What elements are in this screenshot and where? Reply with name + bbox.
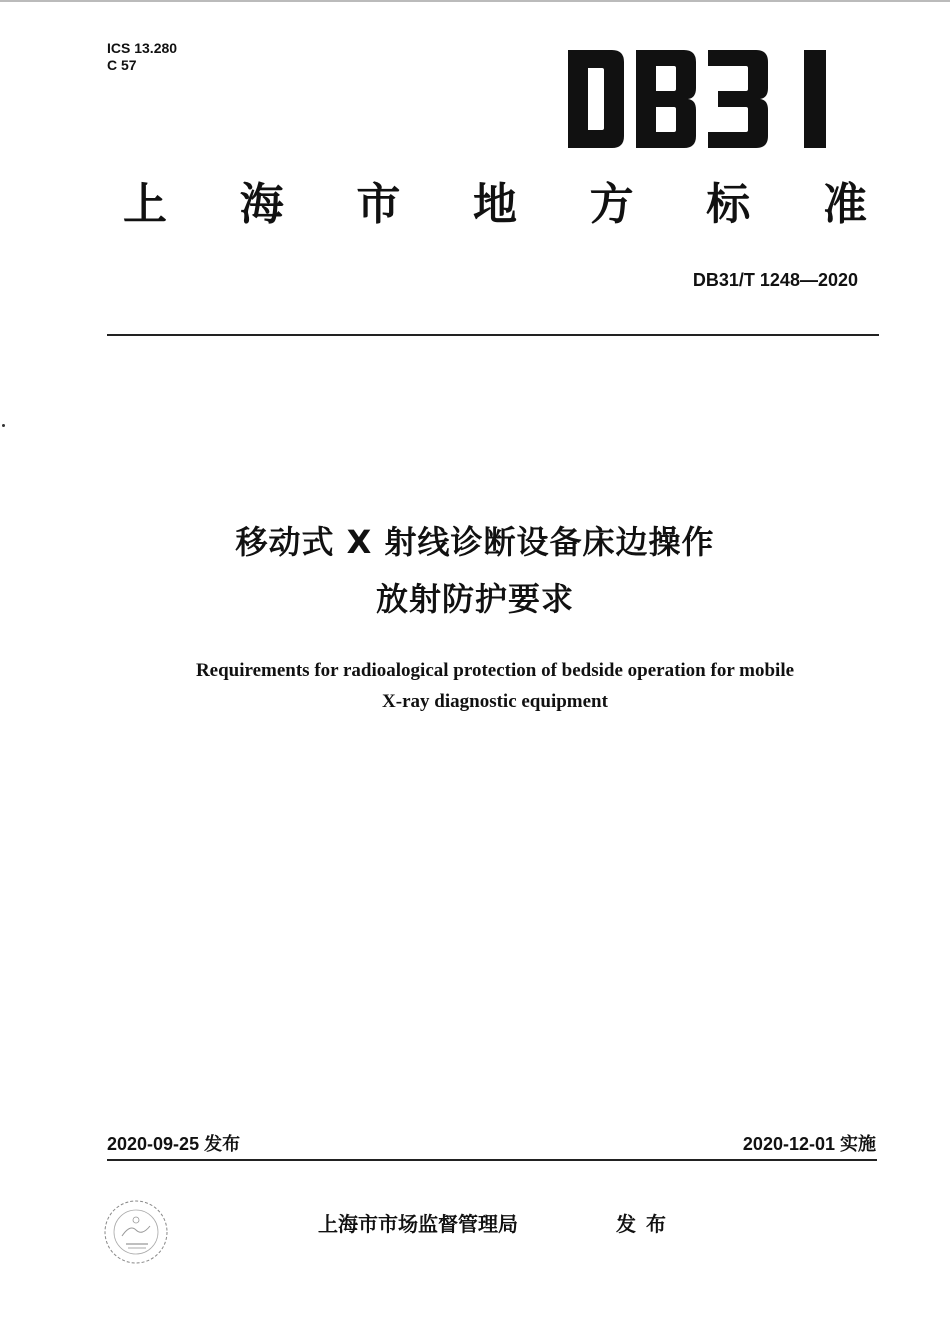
english-title-line1: Requirements for radioalogical protection of bedside operation for mobile — [195, 660, 795, 681]
standard-type-char: 准 — [822, 179, 867, 230]
db31-logo — [566, 48, 836, 150]
implementation-date: 2020-12-01 实施 — [742, 1134, 876, 1154]
chinese-title-line2: 放射防护要求 — [375, 580, 574, 618]
standard-type-char: 海 — [239, 179, 284, 230]
publish-label: 发布 — [616, 1212, 676, 1236]
english-title-line2: X-ray diagnostic equipment — [382, 691, 608, 712]
watermark-stamp-icon — [100, 1196, 172, 1268]
standard-number: DB31/T 1248—2020 — [692, 270, 858, 290]
margin-mark — [2, 424, 5, 427]
standard-type-char: 市 — [356, 179, 401, 230]
ics-code: ICS 13.280 — [107, 40, 178, 56]
standard-type-char: 方 — [589, 179, 634, 230]
classification-codes — [107, 40, 177, 74]
chinese-title-line1: 移动式 X 射线诊断设备床边操作 — [235, 523, 715, 561]
standard-type-char: 上 — [123, 179, 167, 230]
db31-logo-graphic — [566, 48, 836, 150]
publisher-name: 上海市市场监督管理局 — [318, 1212, 518, 1236]
issue-date: 2020-09-25 发布 — [107, 1134, 241, 1154]
standard-type-char: 标 — [706, 179, 751, 230]
ccs-code: C 57 — [107, 57, 137, 73]
upper-divider — [107, 334, 879, 336]
standard-type-title — [115, 177, 875, 233]
lower-divider — [107, 1159, 877, 1161]
standard-type-char: 地 — [472, 179, 517, 230]
top-edge-line — [0, 0, 950, 2]
